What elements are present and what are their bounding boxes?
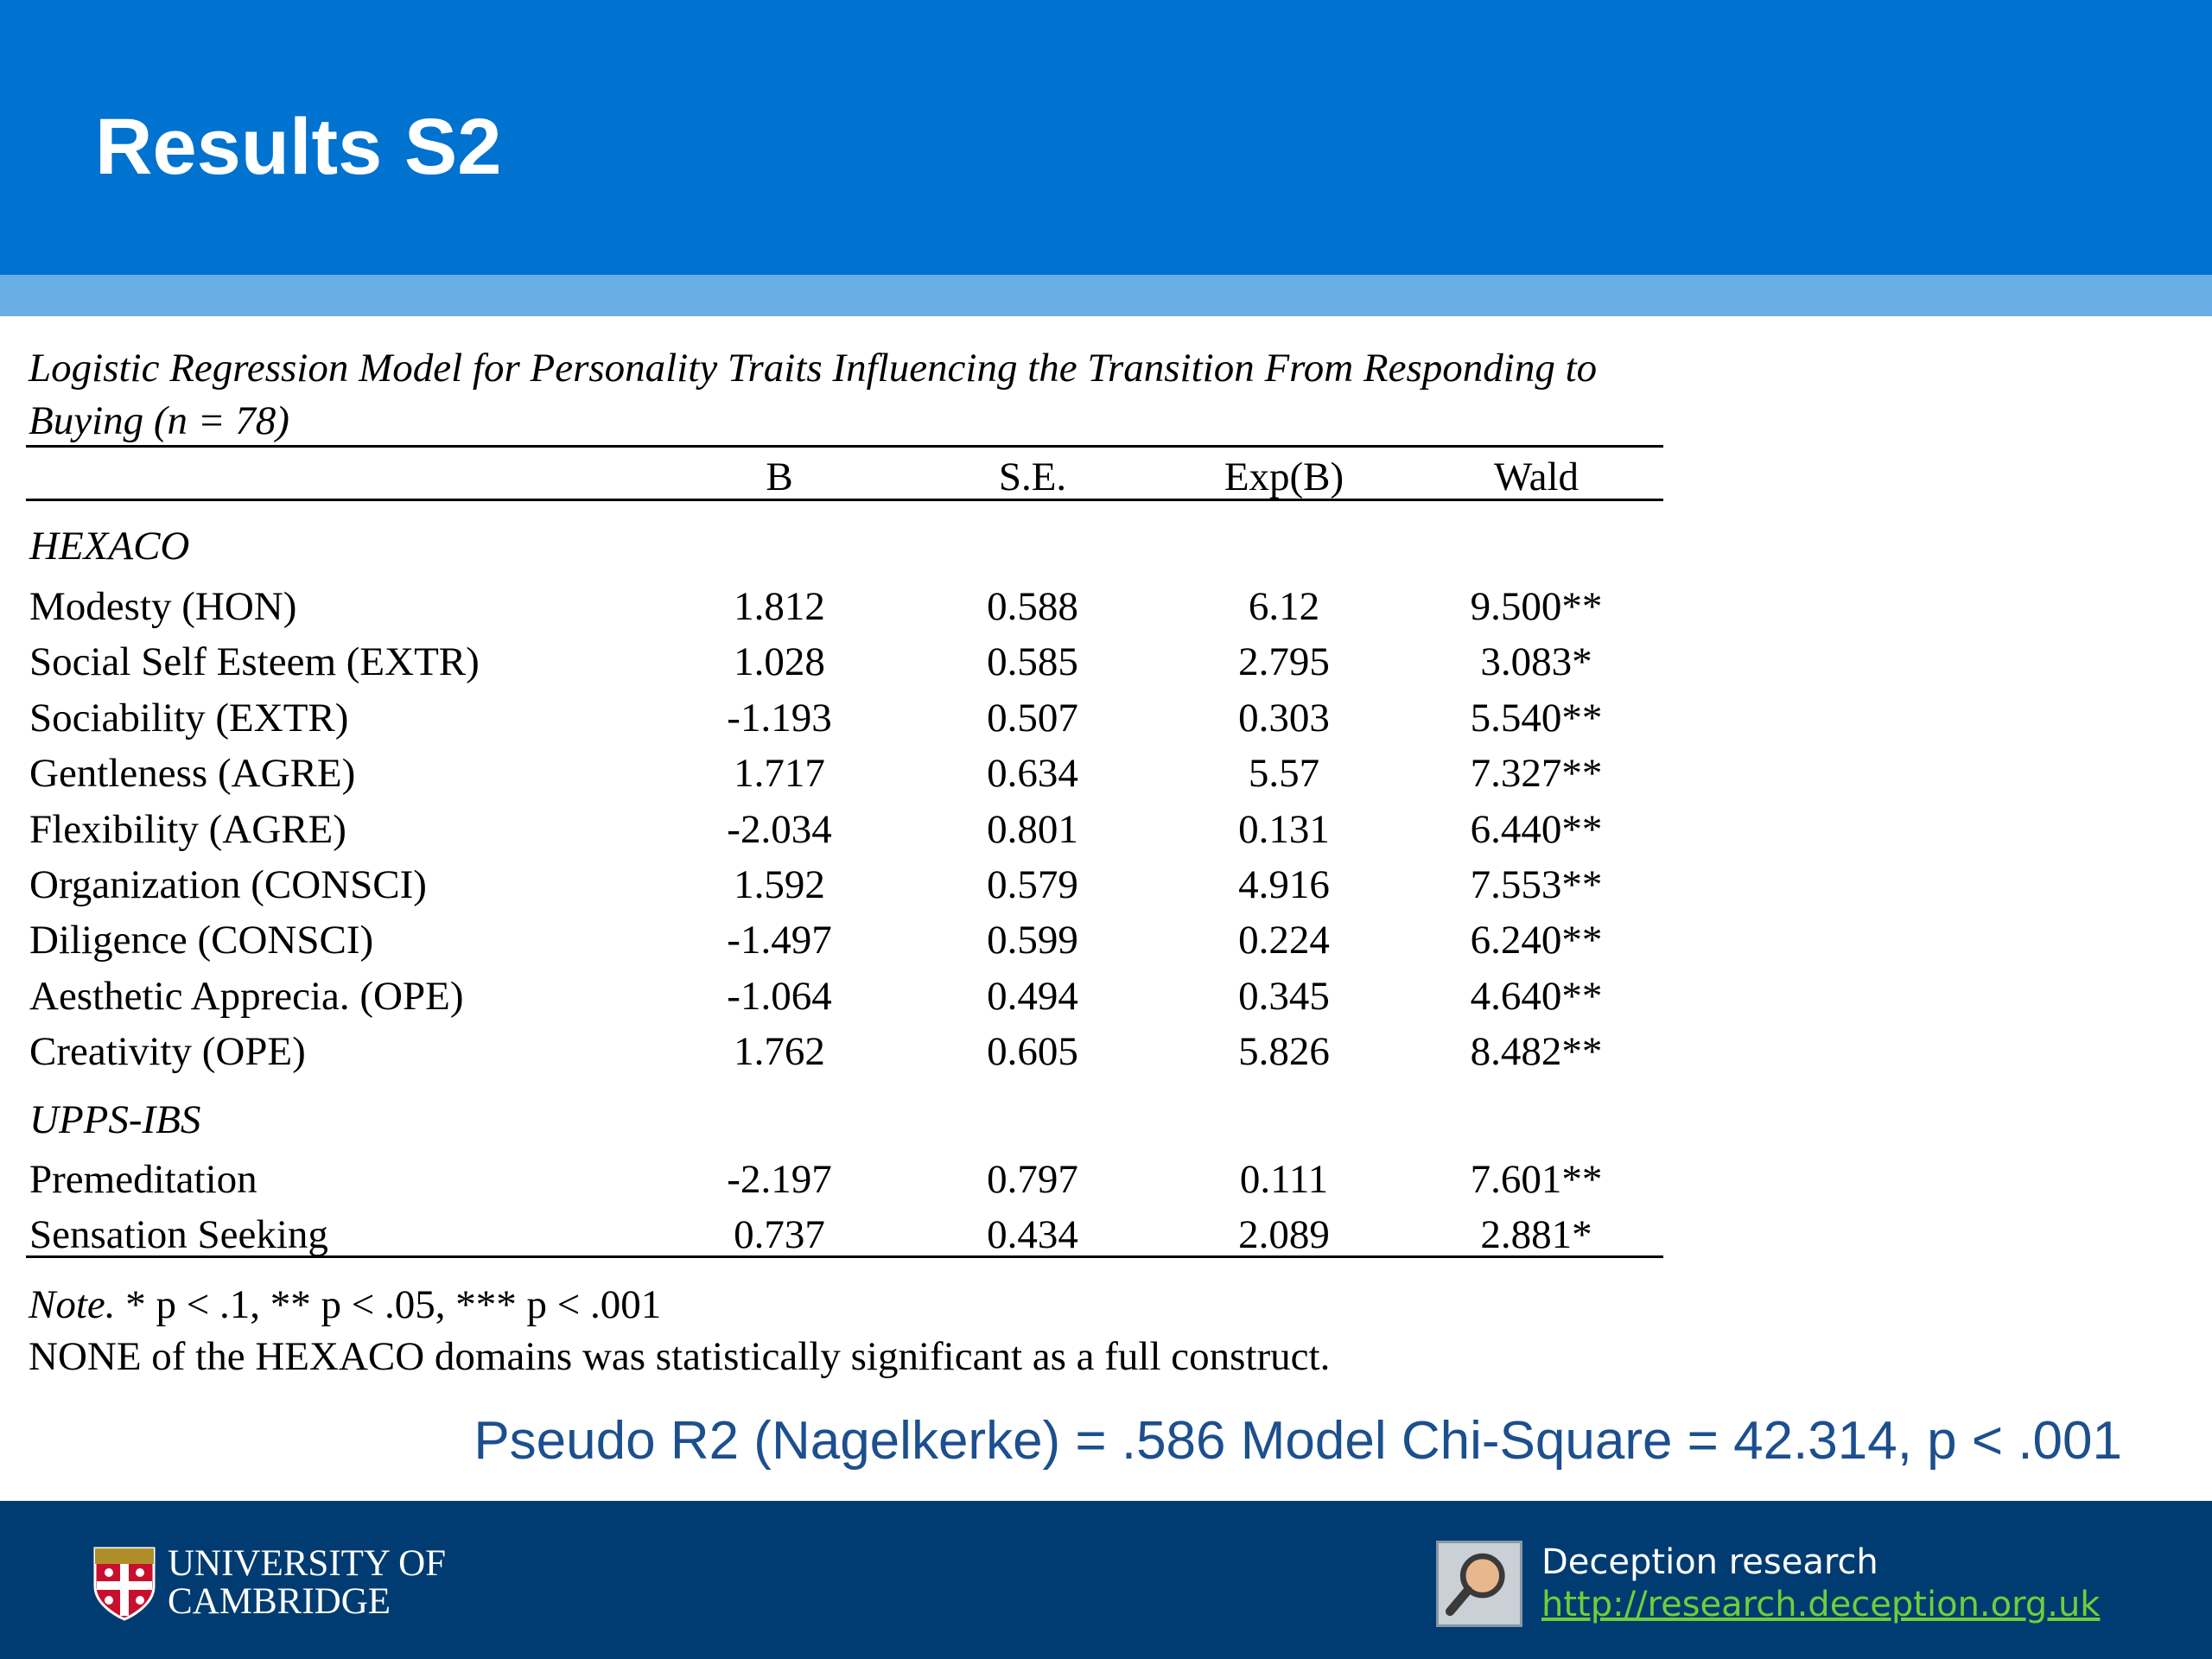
table-cell: 9.500** bbox=[1470, 584, 1603, 629]
table-caption: Logistic Regression Model for Personality Traits Influencing the Transition From Responding to Buying (n = 78) bbox=[29, 346, 1598, 443]
table-cell: 1.812 bbox=[734, 584, 825, 629]
table-cell: 4.916 bbox=[1238, 862, 1330, 907]
table-cell: -1.193 bbox=[727, 696, 832, 741]
table-cell: 5.826 bbox=[1238, 1029, 1330, 1074]
table-cell: 0.345 bbox=[1238, 974, 1330, 1019]
table-cell: 0.494 bbox=[987, 974, 1078, 1019]
table-cell: 1.717 bbox=[734, 751, 825, 796]
column-header-b: B bbox=[766, 454, 793, 499]
university-logo bbox=[93, 1545, 465, 1623]
note-line-2: NONE of the HEXACO domains was statistically significant as a full construct. bbox=[29, 1334, 1331, 1379]
university-name-line-2: CAMBRIDGE bbox=[168, 1581, 391, 1622]
university-name-line-1: UNIVERSITY OF bbox=[168, 1543, 447, 1584]
table-cell: 7.601** bbox=[1470, 1157, 1603, 1202]
table-cell: 4.640** bbox=[1470, 974, 1603, 1019]
table-cell: 1.028 bbox=[734, 639, 825, 684]
table-cell: 1.762 bbox=[734, 1029, 825, 1074]
table-cell: 5.57 bbox=[1248, 751, 1320, 796]
university-name bbox=[168, 1545, 446, 1621]
slide-title: Results S2 bbox=[95, 103, 502, 191]
table-cell: 0.131 bbox=[1238, 807, 1330, 852]
note-label: Note. bbox=[29, 1282, 116, 1327]
table-row-label: Aesthetic Apprecia. (OPE) bbox=[29, 974, 464, 1019]
section-label: HEXACO bbox=[29, 524, 190, 569]
cambridge-crest-icon bbox=[93, 1547, 156, 1621]
column-header-wald: Wald bbox=[1493, 454, 1580, 499]
note-significance: * p < .1, ** p < .05, *** p < .001 bbox=[115, 1282, 662, 1327]
table-cell: 6.440** bbox=[1470, 807, 1603, 852]
table-cell: 2.795 bbox=[1238, 639, 1330, 684]
table-cell: 2.881* bbox=[1480, 1212, 1592, 1257]
table-cell: 6.240** bbox=[1470, 918, 1603, 963]
table-row-label: Sensation Seeking bbox=[29, 1212, 328, 1257]
research-title: Deception research bbox=[1541, 1542, 1878, 1582]
table-top-rule bbox=[26, 445, 1663, 448]
header-stripe bbox=[0, 275, 2212, 316]
table-row-label: Gentleness (AGRE) bbox=[29, 751, 356, 796]
column-header-se: S.E. bbox=[998, 454, 1067, 499]
table-row-label: Modesty (HON) bbox=[29, 584, 297, 629]
section-label: UPPS-IBS bbox=[29, 1097, 201, 1142]
magnifier-icon bbox=[1436, 1541, 1522, 1627]
table-cell: 0.801 bbox=[987, 807, 1078, 852]
table-cell: 0.224 bbox=[1238, 918, 1330, 963]
table-cell: 0.579 bbox=[987, 862, 1078, 907]
research-link[interactable]: http://research.deception.org.uk bbox=[1541, 1585, 2101, 1624]
table-cell: 0.111 bbox=[1239, 1157, 1329, 1202]
table-row-label: Premeditation bbox=[29, 1157, 257, 1202]
table-note bbox=[29, 1279, 1330, 1382]
column-header-expb: Exp(B) bbox=[1224, 454, 1344, 499]
table-row-label: Creativity (OPE) bbox=[29, 1029, 306, 1074]
table-cell: 6.12 bbox=[1248, 584, 1320, 629]
table-cell: 0.797 bbox=[987, 1157, 1078, 1202]
table-cell: 0.737 bbox=[734, 1212, 825, 1257]
table-cell: 0.599 bbox=[987, 918, 1078, 963]
table-cell: 0.585 bbox=[987, 639, 1078, 684]
table-row-label: Flexibility (AGRE) bbox=[29, 807, 346, 852]
table-cell: 7.327** bbox=[1470, 751, 1603, 796]
model-summary: Pseudo R2 (Nagelkerke) = .586 Model Chi-Square = 42.314, p < .001 bbox=[474, 1411, 2122, 1471]
table-row-label: Diligence (CONSCI) bbox=[29, 918, 374, 963]
table-cell: 3.083* bbox=[1480, 639, 1592, 684]
table-cell: 5.540** bbox=[1470, 696, 1603, 741]
table-cell: 0.588 bbox=[987, 584, 1078, 629]
table-cell: 2.089 bbox=[1238, 1212, 1330, 1257]
table-row-label: Social Self Esteem (EXTR) bbox=[29, 639, 480, 684]
table-cell: 0.507 bbox=[987, 696, 1078, 741]
table-cell: 0.434 bbox=[987, 1212, 1078, 1257]
table-cell: -2.197 bbox=[727, 1157, 832, 1202]
table-cell: -2.034 bbox=[727, 807, 832, 852]
table-cell: 0.605 bbox=[987, 1029, 1078, 1074]
table-cell: 7.553** bbox=[1470, 862, 1603, 907]
table-row-label: Sociability (EXTR) bbox=[29, 696, 349, 741]
table-row-label: Organization (CONSCI) bbox=[29, 862, 427, 907]
table-cell: -1.497 bbox=[727, 918, 832, 963]
table-cell: 1.592 bbox=[734, 862, 825, 907]
table-cell: 8.482** bbox=[1470, 1029, 1603, 1074]
table-cell: 0.303 bbox=[1238, 696, 1330, 741]
table-cell: -1.064 bbox=[727, 974, 832, 1019]
table-cell: 0.634 bbox=[987, 751, 1078, 796]
